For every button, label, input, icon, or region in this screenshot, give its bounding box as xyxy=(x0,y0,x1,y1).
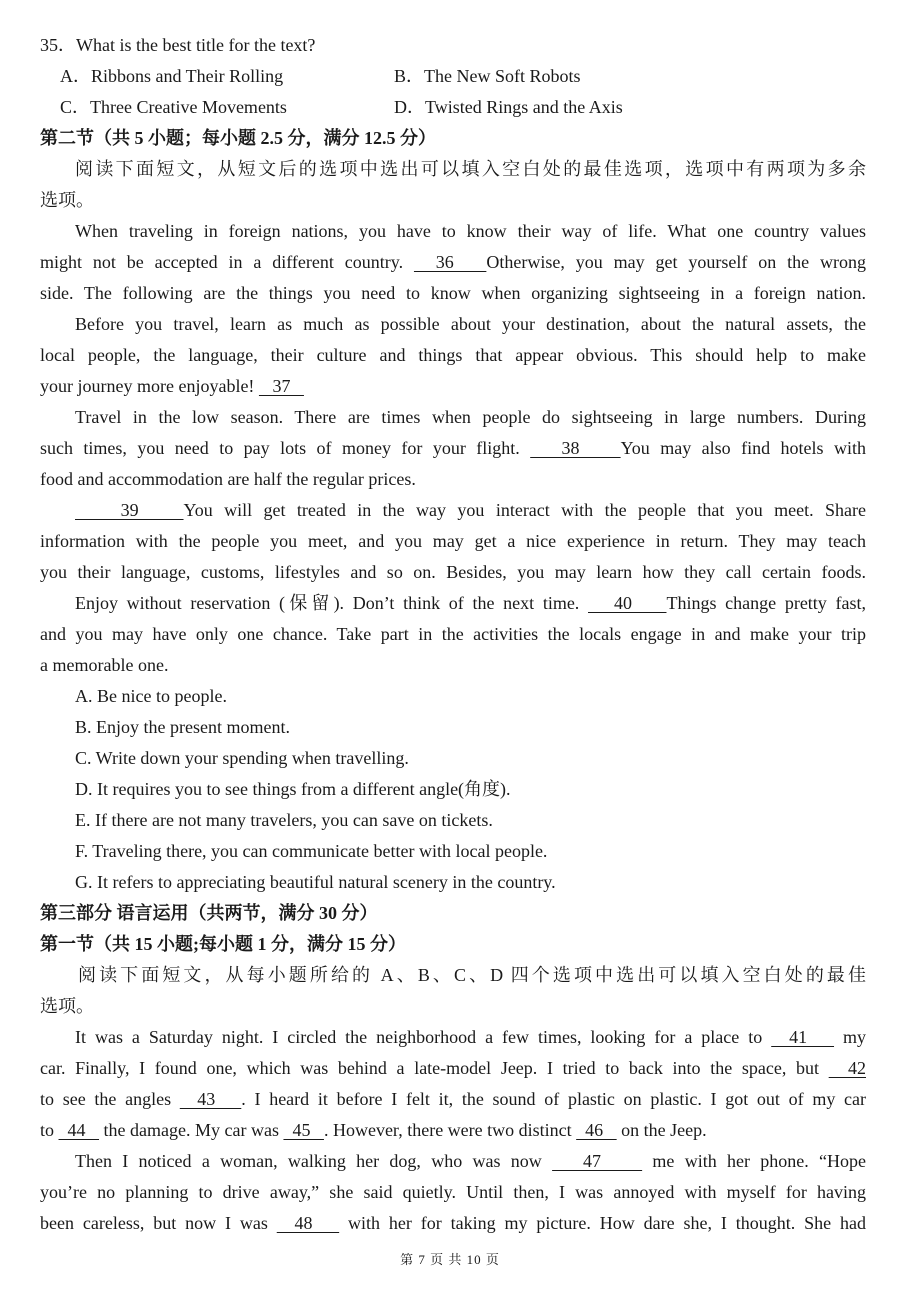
passage-line: you’re no planning to drive away,” she said quietly. Until then, I was annoyed with myself for having xyxy=(40,1182,866,1202)
text-span: Then I noticed a woman, walking her dog, who was now xyxy=(75,1151,553,1171)
blank-37: 37 xyxy=(258,376,304,396)
blank-47: 47 xyxy=(552,1151,643,1171)
text-span: It was a Saturday night. I circled the neighborhood a few times, looking for a place to xyxy=(75,1027,772,1047)
q35-options-row-2 xyxy=(40,92,866,123)
part-3-instruction: 阅读下面短文，从每小题所给的 A、B、C、D 四个选项中选出可以填入空白处的最佳 xyxy=(78,965,866,985)
text-span: been careless, but now I was xyxy=(40,1213,277,1233)
q35-option-d: D．Twisted Rings and the Axis xyxy=(394,97,623,117)
passage-line xyxy=(40,371,866,402)
passage-line: food and accommodation are half the regular prices. xyxy=(40,469,416,489)
passage-line: Travel in the low season. There are times when people do sightseeing in large numbers. During xyxy=(75,407,866,427)
option-b: B. Enjoy the present moment. xyxy=(75,717,290,737)
blank-38: 38 xyxy=(530,438,621,458)
blank-45: 45 xyxy=(283,1120,324,1140)
passage-line xyxy=(40,588,866,619)
passage-line xyxy=(40,1146,866,1177)
passage-line: local people, the language, their culture and things that appear obvious. This should help to make xyxy=(40,345,866,365)
passage-line xyxy=(40,433,866,464)
text-span: with her for taking my picture. How dare she, I thought. She had xyxy=(339,1213,867,1233)
text-span: You may also find hotels with xyxy=(620,438,866,458)
part-3-section-1-heading: 第一节（共 15 小题;每小题 1 分，满分 15 分） xyxy=(40,934,406,954)
passage-line: information with the people you meet, and you may get a nice experience in return. They may teach xyxy=(40,531,866,551)
blank-40: 40 xyxy=(588,593,667,613)
text-span: me with her phone. “Hope xyxy=(642,1151,867,1171)
text-span: . However, there were two distinct xyxy=(323,1120,577,1140)
passage-line: and you may have only one chance. Take part in the activities the locals engage in and make your trip xyxy=(40,624,866,644)
text-span: on the Jeep. xyxy=(616,1120,707,1140)
section-2-instruction-cont: 选项。 xyxy=(40,190,94,210)
passage-line xyxy=(40,1022,866,1053)
text-span: might not be accepted in a different country. xyxy=(40,252,414,272)
passage-line xyxy=(40,1115,866,1146)
blank-43: 43 xyxy=(179,1089,242,1109)
q35-option-a: A．Ribbons and Their Rolling xyxy=(60,66,284,86)
part-3-instruction-cont: 选项。 xyxy=(40,996,94,1016)
text-span: such times, you need to pay lots of money for your flight. xyxy=(40,438,531,458)
passage-line: you their language, customs, lifestyles and so on. Besides, you may learn how they call certain foods. xyxy=(40,562,866,582)
text-span: car. Finally, I found one, which was behind a late-model Jeep. I tried to back into the space, but xyxy=(40,1058,829,1078)
q35-options-row-1 xyxy=(40,61,866,92)
blank-39: 39 xyxy=(75,500,184,520)
exam-page xyxy=(40,30,866,1239)
option-d: D. It requires you to see things from a different angle(角度). xyxy=(75,779,511,799)
text-span: to xyxy=(40,1120,59,1140)
q35-option-b: B．The New Soft Robots xyxy=(394,66,581,86)
text-span: the damage. My car was xyxy=(99,1120,284,1140)
option-f: F. Traveling there, you can communicate better with local people. xyxy=(75,841,548,861)
blank-36: 36 xyxy=(413,252,487,272)
section-2-instruction: 阅读下面短文，从短文后的选项中选出可以填入空白处的最佳选项，选项中有两项为多余 xyxy=(75,159,866,179)
option-a: A. Be nice to people. xyxy=(75,686,227,706)
blank-48: 48 xyxy=(276,1213,340,1233)
passage-line: When traveling in foreign nations, you have to know their way of life. What one country values xyxy=(75,221,866,241)
option-e: E. If there are not many travelers, you can save on tickets. xyxy=(75,810,493,830)
passage-line xyxy=(40,1208,866,1239)
passage-line: side. The following are the things you need to know when organizing sightseeing in a foreign nation. xyxy=(40,283,866,303)
section-2-heading: 第二节（共 5 小题；每小题 2.5 分，满分 12.5 分） xyxy=(40,128,436,148)
text-span: You will get treated in the way you interact with the people that you meet. Share xyxy=(183,500,866,520)
option-c: C. Write down your spending when travelling. xyxy=(75,748,409,768)
passage-line xyxy=(40,1053,866,1084)
blank-42: 42 xyxy=(828,1058,866,1078)
option-g: G. It refers to appreciating beautiful natural scenery in the country. xyxy=(75,872,556,892)
passage-line xyxy=(40,495,866,526)
passage-line xyxy=(40,247,866,278)
blank-41: 41 xyxy=(771,1027,835,1047)
text-span: your journey more enjoyable! xyxy=(40,376,259,396)
passage-line xyxy=(40,1084,866,1115)
blank-46: 46 xyxy=(576,1120,617,1140)
part-3-heading: 第三部分 语言运用（共两节，满分 30 分） xyxy=(40,903,378,923)
text-span: Otherwise, you may get yourself on the wrong xyxy=(486,252,866,272)
q35-option-c: C．Three Creative Movements xyxy=(60,97,287,117)
text-span: . I heard it before I felt it, the sound of plastic on plastic. I got out of my car xyxy=(241,1089,866,1109)
text-span: Enjoy without reservation (保留). Don’t think of the next time. xyxy=(75,593,588,613)
passage-line: a memorable one. xyxy=(40,655,169,675)
text-span: Things change pretty fast, xyxy=(666,593,866,613)
text-span: to see the angles xyxy=(40,1089,180,1109)
blank-44: 44 xyxy=(58,1120,100,1140)
page-number-footer: 第 7 页 共 10 页 xyxy=(400,1252,500,1267)
question-35: 35．What is the best title for the text? xyxy=(40,35,316,55)
text-span: my xyxy=(834,1027,866,1047)
passage-line: Before you travel, learn as much as possible about your destination, about the natural assets, the xyxy=(75,314,866,334)
